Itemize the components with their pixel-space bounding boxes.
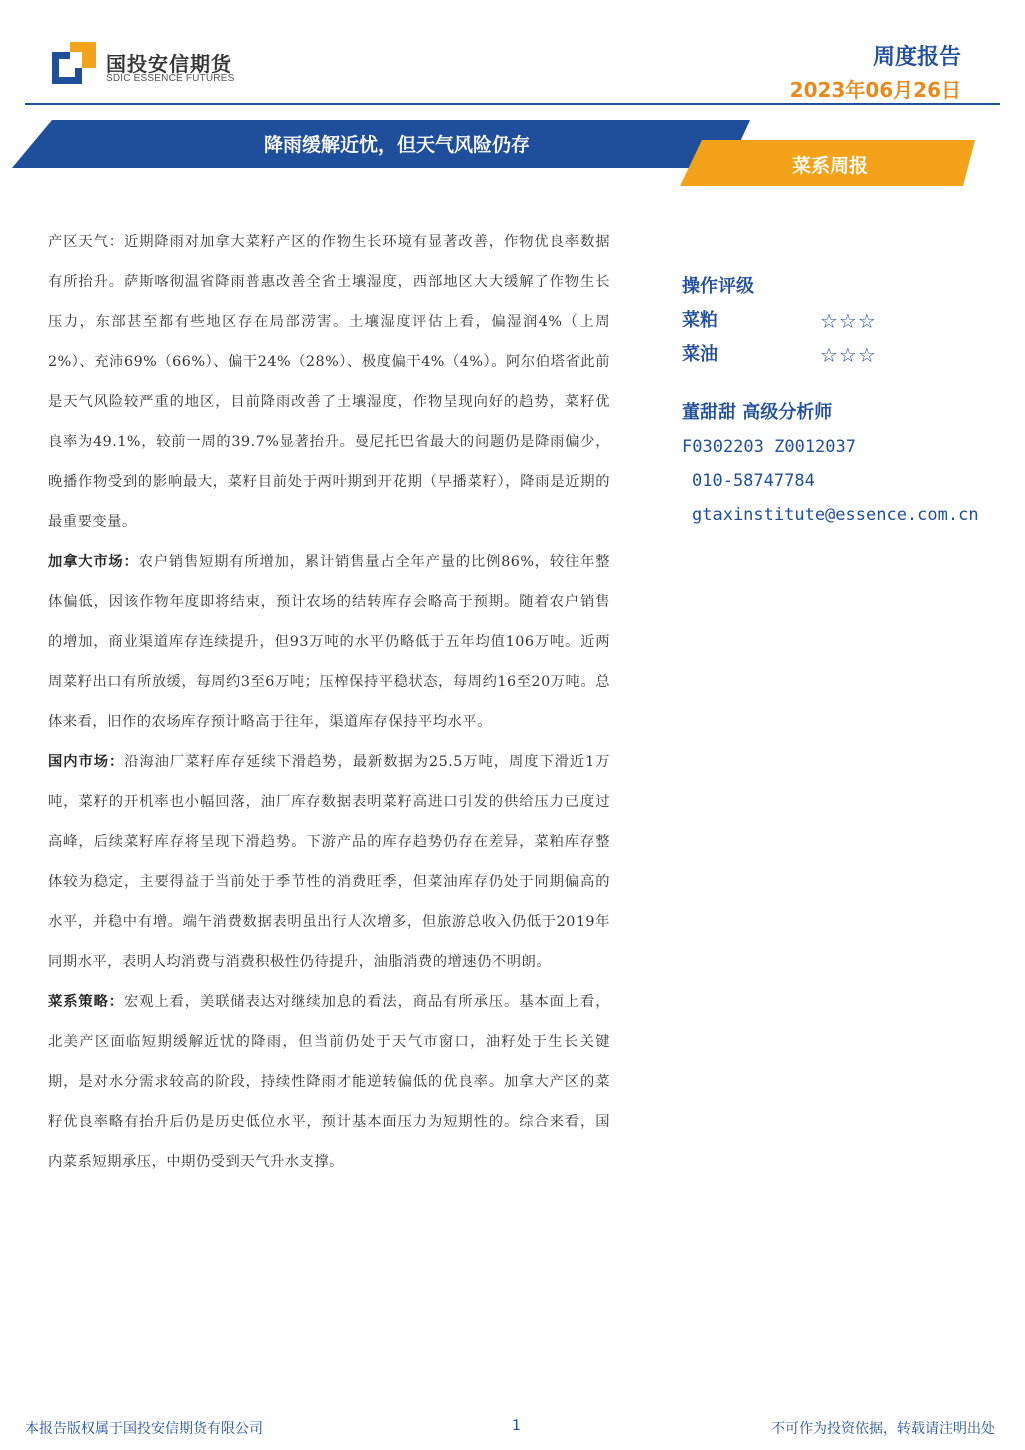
analyst-email: gtaxinstitute@essence.com.cn bbox=[692, 505, 979, 525]
section-heading: 菜系策略： bbox=[48, 994, 124, 1010]
analyst-cert: F0302203 Z0012037 bbox=[682, 437, 856, 457]
section-text: 宏观上看，美联储表达对继续加息的看法，商品有所承压。基本面上看，北美产区面临短期缓解近忧的降雨，但当前仍处于天气市窗口，油籽处于生长关键期，是对水分需求较高的阶段，持续性降雨才能逆转偏低的优良率。加拿大产区的菜籽优良率略有抬升后仍是历史低位水平，预计基本面压力为短期性的。综合来看，国内菜系短期承压，中期仍受到天气升水支撑。 bbox=[48, 994, 610, 1170]
page-number: 1 bbox=[512, 1418, 521, 1434]
report-title: 降雨缓解近忧，但天气风险仍存 bbox=[263, 134, 530, 156]
rating-row bbox=[682, 338, 1012, 372]
section-text: 农户销售短期有所增加，累计销售量占全年产量的比例86%，较往年整体偏低，因该作物年度即将结束，预计农场的结转库存会略高于预期。随着农户销售的增加，商业渠道库存连续提升，但93万吨的水平仍略低于五年均值106万吨。近两周菜籽出口有所放缓，每周约3至6万吨；压榨保持平稳状态，每周约16至20万吨。总体来看，旧作的农场库存预计略高于往年，渠道库存保持平均水平。 bbox=[48, 554, 610, 730]
analyst-name: 董甜甜 高级分析师 bbox=[682, 402, 833, 423]
report-header bbox=[0, 0, 1025, 110]
rating-name: 菜油 bbox=[682, 344, 718, 365]
analyst-phone: 010-58747784 bbox=[692, 471, 815, 491]
rating-row bbox=[682, 304, 1012, 338]
footer-copyright: 本报告版权属于国投安信期货有限公司 bbox=[25, 1421, 263, 1437]
company-name: 国投安信期货 bbox=[106, 52, 232, 76]
section-weather bbox=[48, 222, 610, 542]
section-strategy bbox=[48, 982, 610, 1182]
report-type: 周度报告 bbox=[872, 45, 961, 70]
footer-disclaimer: 不可作为投资依据，转载请注明出处 bbox=[771, 1421, 995, 1437]
sidebar bbox=[682, 270, 1012, 532]
section-canada-market bbox=[48, 542, 610, 742]
header-divider bbox=[25, 103, 1000, 105]
section-heading: 产区天气： bbox=[48, 234, 124, 250]
report-tag: 菜系周报 bbox=[791, 155, 868, 177]
section-text: 近期降雨对加拿大菜籽产区的作物生长环境有显著改善，作物优良率数据有所抬升。萨斯喀彻温省降雨普惠改善全省土壤湿度，西部地区大大缓解了作物生长压力，东部甚至都有些地区存在局部涝害。土壤湿度评估上看，偏湿润4%（上周2%）、充沛69%（66%）、偏干24%（28%）、极度偏干4%（4%）。阿尔伯塔省此前是天气风险较严重的地区，目前降雨改善了土壤湿度，作物呈现向好的趋势，菜籽优良率为49.1%，较前一周的39.7%显著抬升。曼尼托巴省最大的问题仍是降雨偏少，晚播作物受到的影响最大，菜籽目前处于两叶期到开花期（早播菜籽），降雨是近期的最重要变量。 bbox=[48, 234, 610, 530]
star-rating-icon: ☆☆☆ bbox=[820, 343, 877, 367]
company-logo-icon bbox=[52, 42, 98, 84]
report-date: 2023年06月26日 bbox=[789, 78, 961, 102]
section-text: 沿海油厂菜籽库存延续下滑趋势，最新数据为25.5万吨，周度下滑近1万吨，菜籽的开机率也小幅回落，油厂库存数据表明菜籽高进口引发的供给压力已度过高峰，后续菜籽库存将呈现下滑趋势。下游产品的库存趋势仍存在差异，菜粕库存整体较为稳定，主要得益于当前处于季节性的消费旺季，但菜油库存仍处于同期偏高的水平，并稳中有增。端午消费数据表明虽出行人次增多，但旅游总收入仍低于2019年同期水平，表明人均消费与消费积极性仍待提升，油脂消费的增速仍不明朗。 bbox=[48, 754, 610, 970]
section-heading: 国内市场： bbox=[48, 754, 125, 770]
report-body bbox=[48, 222, 610, 1182]
rating-name: 菜粕 bbox=[682, 310, 718, 331]
rating-title: 操作评级 bbox=[682, 276, 754, 297]
star-rating-icon: ☆☆☆ bbox=[820, 309, 877, 333]
section-domestic-market bbox=[48, 742, 610, 982]
section-heading: 加拿大市场： bbox=[48, 554, 139, 570]
company-name-en: SDIC ESSENCE FUTURES bbox=[106, 73, 235, 84]
